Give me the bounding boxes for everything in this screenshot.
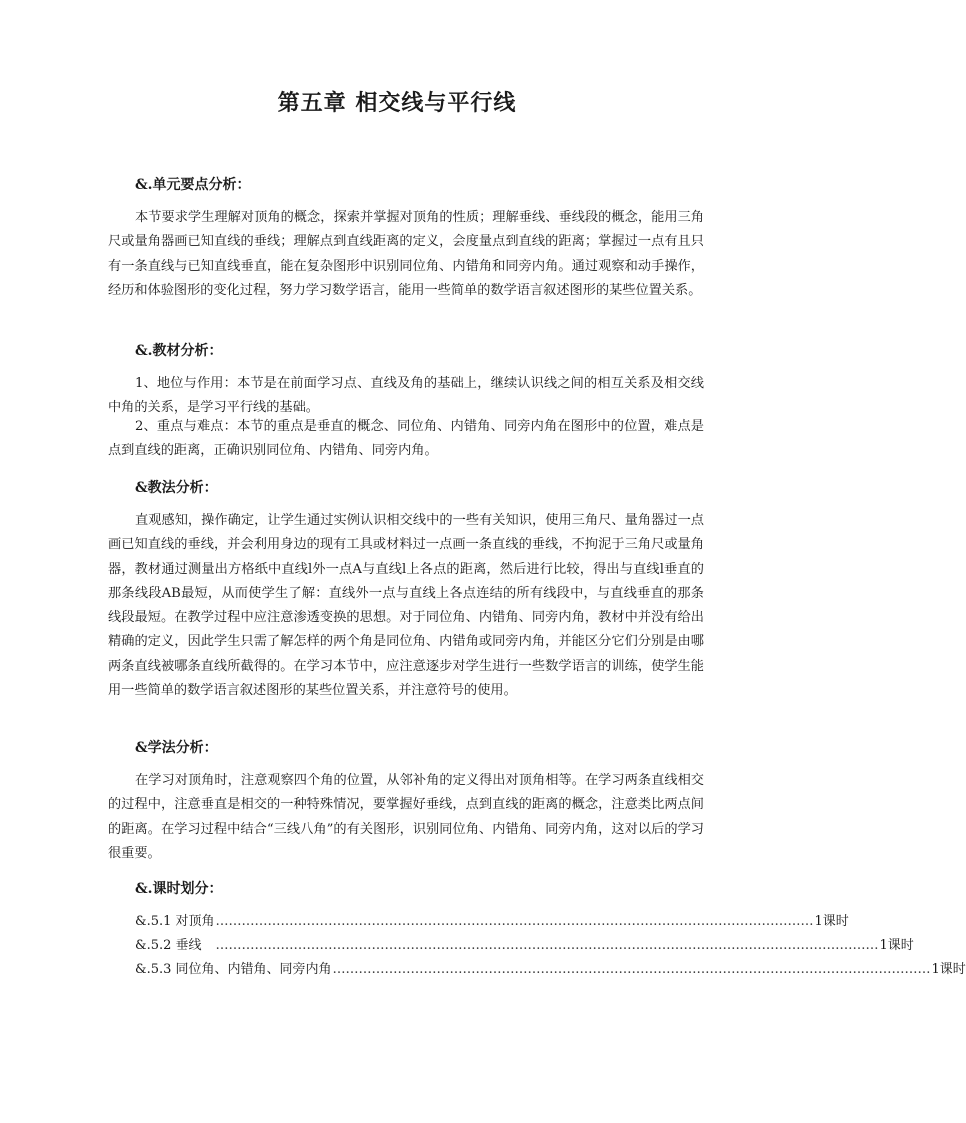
leader-dots: ………………………………………………………………………………………………………………………… bbox=[215, 914, 814, 929]
schedule-item bbox=[135, 934, 914, 958]
heading-learning-method: &学法分析： bbox=[135, 740, 218, 756]
paragraph-material-role: 1、地位与作用：本节是在前面学习点、直线及角的基础上，继续认识线之间的相互关系及相交线中角的关系，是学习平行线的基础。 bbox=[108, 376, 704, 416]
heading-teaching-method: &教法分析： bbox=[135, 480, 218, 496]
chapter-title: 第五章 相交线与平行线 bbox=[277, 90, 517, 116]
schedule-item bbox=[135, 958, 966, 982]
leader-dots: ………………………………………………………………………………………………………………………… bbox=[332, 962, 931, 977]
schedule-item-hours: 1课时 bbox=[879, 938, 914, 953]
paragraph-teaching-method: 直观感知，操作确定，让学生通过实例认识相交线中的一些有关知识，使用三角尺、量角器过一点画已知直线的垂线，并会利用身边的现有工具或材料过一点画一条直线的垂线，不拘泥于三角尺或量角器，教材通过测量出方格纸中直线l外一点A与直线l上各点的距离，然后进行比较，得出与直线l垂直的那条线段AB最短，从而使学生了解：直线外一点与直线上各点连结的所有线段中，与直线垂直的那条线段最短。在教学过程中应注意渗透变换的思想。对于同位角、内错角、同旁内角，教材中并没有给出精确的定义，因此学生只需了解怎样的两个角是同位角、内错角或同旁内角，并能区分它们分别是由哪两条直线被哪条直线所截得的。在学习本节中，应注意逐步对学生进行一些数学语言的训练，使学生能用一些简单的数学语言叙述图形的某些位置关系，并注意符号的使用。 bbox=[108, 513, 704, 699]
paragraph-learning-method: 在学习对顶角时，注意观察四个角的位置，从邻补角的定义得出对顶角相等。在学习两条直线相交的过程中，注意垂直是相交的一种特殊情况，要掌握好垂线，点到直线的距离的概念，注意类比两点间的距离。在学习过程中结合“三线八角”的有关图形，识别同位角、内错角、同旁内角，这对以后的学习很重要。 bbox=[108, 773, 704, 861]
paragraph-unit-analysis: 本节要求学生理解对顶角的概念，探索并掌握对顶角的性质；理解垂线、垂线段的概念，能用三角尺或量角器画已知直线的垂线；理解点到直线距离的定义，会度量点到直线的距离；掌握过一点有且只有一条直线与已知直线垂直，能在复杂图形中识别同位角、内错角和同旁内角。通过观察和动手操作，经历和体验图形的变化过程，努力学习数学语言，能用一些简单的数学语言叙述图形的某些位置关系。 bbox=[108, 210, 704, 298]
schedule-item-label: &.5.1 对顶角 bbox=[135, 914, 215, 929]
schedule-item-hours: 1课时 bbox=[814, 914, 849, 929]
heading-unit-analysis: &.单元要点分析： bbox=[135, 177, 251, 193]
schedule-item-label: &.5.2 垂线 bbox=[135, 938, 202, 953]
schedule-item bbox=[135, 910, 849, 934]
heading-material-analysis: &.教材分析： bbox=[135, 343, 223, 359]
schedule-list bbox=[135, 910, 966, 982]
paragraph-material-focus: 2、重点与难点：本节的重点是垂直的概念、同位角、内错角、同旁内角在图形中的位置，难点是点到直线的距离，正确识别同位角、内错角、同旁内角。 bbox=[108, 419, 704, 459]
schedule-item-label: &.5.3 同位角、内错角、同旁内角 bbox=[135, 962, 332, 977]
heading-schedule: &.课时划分： bbox=[135, 881, 223, 897]
schedule-item-hours: 1课时 bbox=[931, 962, 966, 977]
leader-dots: ……………………………………………………………………………………………………………………………………… bbox=[215, 938, 879, 953]
